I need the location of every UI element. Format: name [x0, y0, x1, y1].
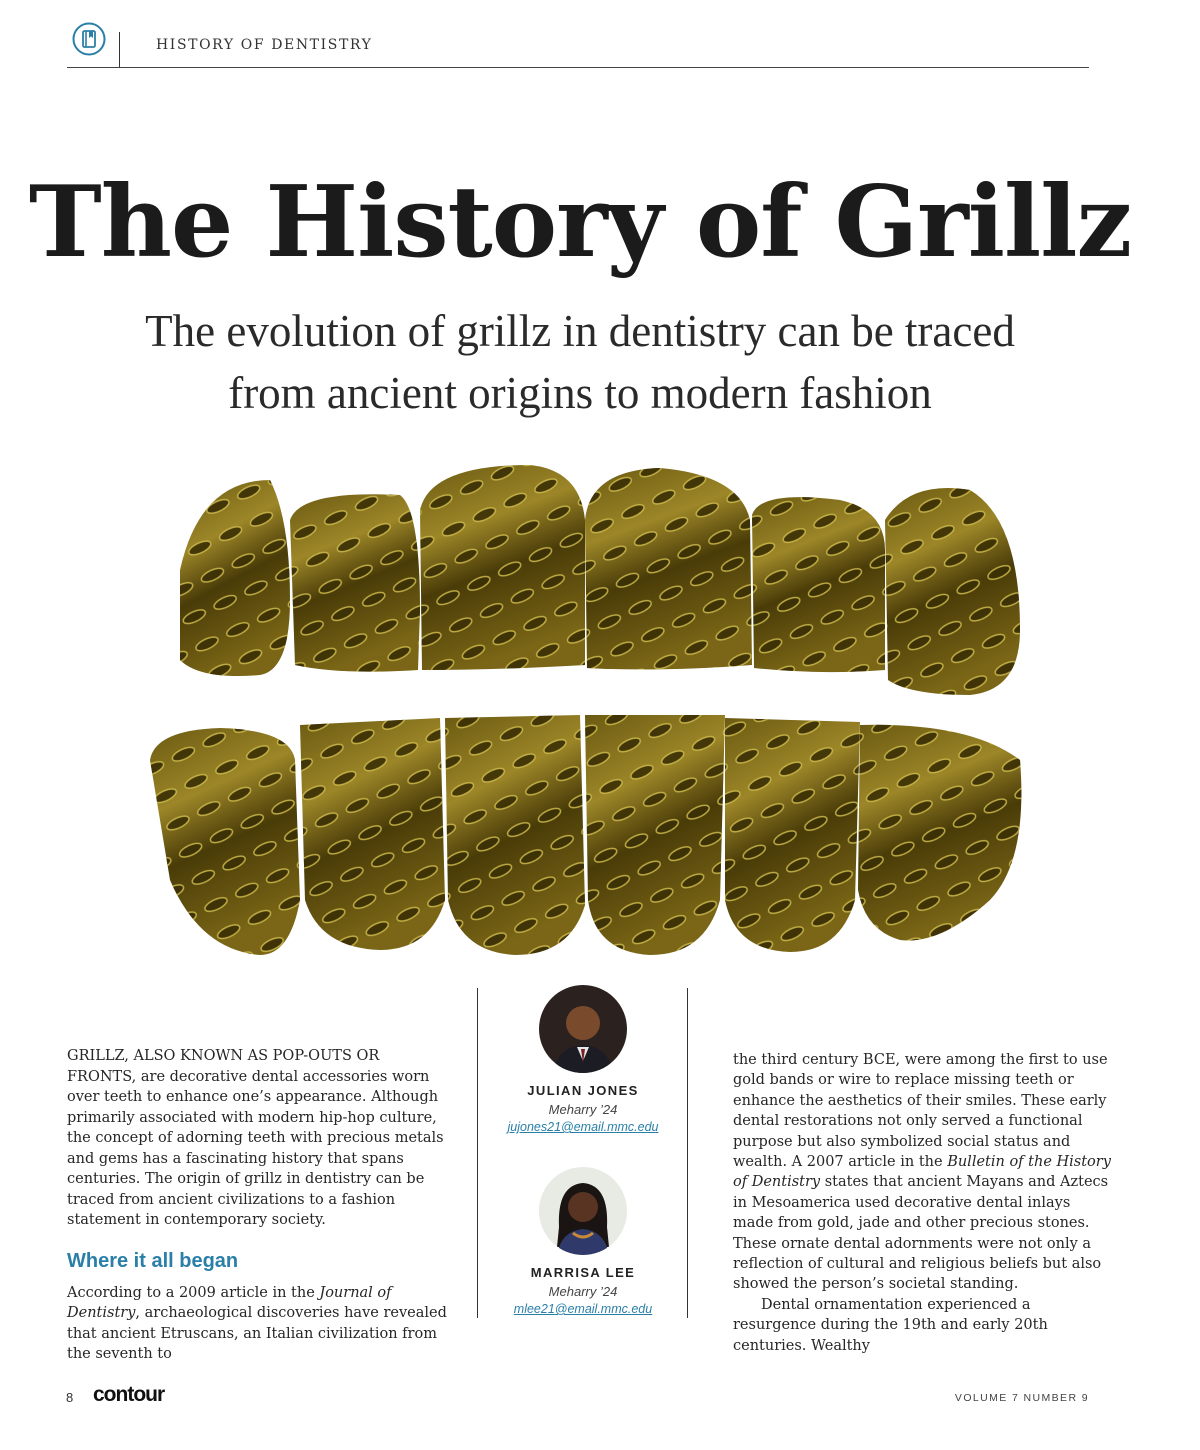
author-name: JULIAN JONES — [527, 1083, 639, 1098]
page-number: 8 — [66, 1390, 74, 1405]
journal-title: Journal of Dentistry — [67, 1284, 392, 1321]
column-divider-right — [687, 988, 688, 1318]
avatar — [539, 1167, 627, 1255]
right-column — [733, 1050, 1113, 1356]
intro-text: are decorative dental accessories worn over teeth to enhance one’s appearance. Although primarily associated with modern hip-hop culture, the concept of adorning teeth with precious metals and gems has a fascinating history that spans centuries. The origin of grillz in dentistry can be traced from ancient civilizations to a fashion statement in contemporary society. — [67, 1068, 444, 1228]
avatar — [539, 985, 627, 1073]
paragraph-2 — [67, 1283, 447, 1365]
contour-logo: contour — [93, 1383, 165, 1406]
upper-grill — [180, 465, 1020, 695]
left-column — [67, 1046, 447, 1365]
bulletin-title: Bulletin of the History of Dentistry — [733, 1154, 1111, 1191]
author-name: MARRISA LEE — [530, 1265, 636, 1280]
subtitle-line-1: The evolution of grillz in dentistry can be traced — [145, 306, 1015, 356]
p2-text-b: , archaeological discoveries have revealed that ancient Etruscans, an Italian civilization from the seventh to — [67, 1305, 447, 1362]
author-email-link[interactable]: jujones21@email.mmc.edu — [507, 1120, 659, 1134]
author-card — [488, 1167, 678, 1316]
page-title: The History of Grillz — [28, 165, 1132, 280]
subtitle-line-2: from ancient origins to modern fashion — [228, 368, 932, 418]
author-email-link[interactable]: mlee21@email.mmc.edu — [513, 1302, 653, 1316]
page-subtitle — [60, 300, 1100, 424]
section-label: HISTORY OF DENTISTRY — [156, 37, 373, 53]
volume-label: VOLUME 7 NUMBER 9 — [954, 1392, 1089, 1404]
author-school: Meharry ’24 — [548, 1284, 618, 1299]
r-p1-text-b: states that ancient Mayans and Aztecs in Mesoamerica used decorative dental inlays made from gold, jade and other precious stones. These ornate dental adornments were not only a reflection of cultural and religious beliefs but also showed the person’s societal standing. — [733, 1174, 1109, 1293]
book-icon — [72, 22, 106, 56]
gold-grillz-image — [140, 460, 1040, 960]
column-divider-left — [477, 988, 478, 1318]
author-school: Meharry ’24 — [548, 1102, 618, 1117]
intro-paragraph — [67, 1046, 447, 1231]
p2-text-a: According to a 2009 article in the — [67, 1284, 320, 1301]
right-paragraph-2: Dental ornamentation experienced a resurgence during the 19th and early 20th centuries. Wealthy — [733, 1296, 1048, 1354]
header-rule — [67, 67, 1089, 68]
intro-lead: GRILLZ, ALSO KNOWN AS POP-OUTS OR FRONTS, — [67, 1048, 380, 1085]
r-p1-text-a: the third century BCE, were among the first to use gold bands or wire to replace missing teeth or enhance the aesthetics of their smiles. These early dental restorations not only served a functional purpose but also symbolized social status and wealth. A 2007 article in the — [733, 1052, 1108, 1171]
lower-grill — [150, 715, 1021, 955]
author-card — [488, 985, 678, 1134]
right-paragraph-1 — [733, 1050, 1113, 1295]
subhead-where-it-began: Where it all began — [67, 1249, 239, 1272]
header-divider — [119, 32, 120, 68]
